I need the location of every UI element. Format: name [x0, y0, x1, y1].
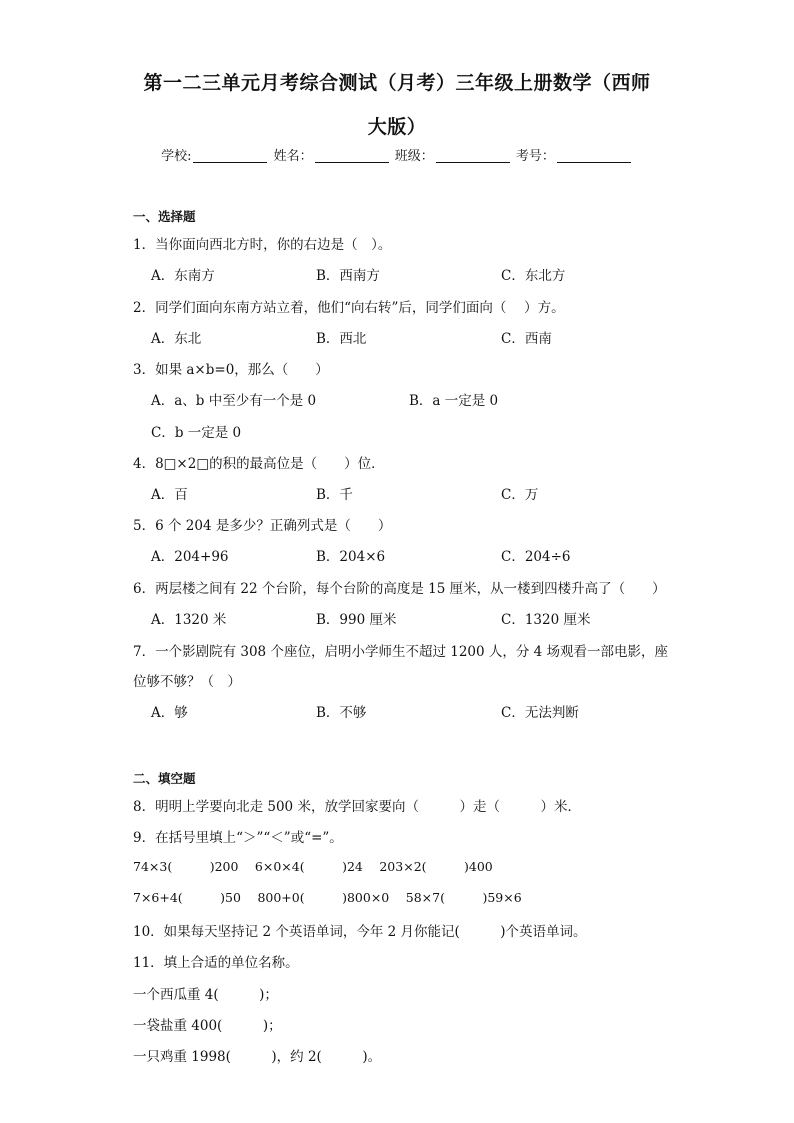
class-blank[interactable]	[436, 148, 510, 163]
q7-option-b: B．不够	[316, 705, 367, 721]
q2-option-c: C．西南	[501, 331, 552, 347]
page-title: 第一二三单元月考综合测试（月考）三年级上册数学（西师	[143, 72, 651, 94]
q3-option-b: B．a 一定是 0	[409, 393, 499, 409]
q2-option-a: A．东北	[151, 331, 202, 347]
q3-option-a: A．a、b 中至少有一个是 0	[151, 393, 317, 409]
question-6: 6．两层楼之间有 22 个台阶，每个台阶的高度是 15 厘米，从一楼到四楼升高了（ ）	[133, 581, 666, 597]
school-blank[interactable]	[193, 148, 267, 163]
number-blank[interactable]	[557, 148, 631, 163]
q7-option-c: C．无法判断	[501, 705, 579, 721]
question-1: 1．当你面向西北方时，你的右边是（ ）。	[133, 237, 392, 253]
q11-item-c: 一只鸡重 1998( )，约 2( )。	[133, 1049, 382, 1065]
q4-option-a: A．百	[151, 487, 188, 503]
q9-row-2: 7×6+4( )50 800+0( )800×0 58×7( )59×6	[133, 890, 522, 905]
q6-option-b: B．990 厘米	[316, 612, 397, 628]
question-10: 10．如果每天坚持记 2 个英语单词，今年 2 月你能记( )个英语单词。	[133, 924, 587, 940]
q2-option-b: B．西北	[316, 331, 367, 347]
q5-option-c: C．204÷6	[501, 549, 571, 565]
q1-option-a: A．东南方	[151, 268, 215, 284]
question-7-continued: 位够不够？（ ）	[133, 674, 241, 690]
q4-option-c: C．万	[501, 487, 539, 503]
question-5: 5．6 个 204 是多少？正确列式是（ ）	[133, 518, 392, 534]
number-label: 考号：	[515, 149, 555, 164]
q7-option-a: A．够	[151, 705, 188, 721]
q11-item-a: 一个西瓜重 4( )；	[133, 987, 278, 1003]
q11-item-b: 一袋盐重 400( )；	[133, 1018, 282, 1034]
student-info-line	[0, 145, 794, 164]
q3-option-c: C．b 一定是 0	[151, 425, 242, 441]
school-label: 学校:	[161, 149, 192, 164]
q1-option-c: C．东北方	[501, 268, 566, 284]
question-11: 11．填上合适的单位名称。	[133, 955, 299, 971]
question-7: 7．一个影剧院有 308 个座位，启明小学师生不超过 1200 人，分 4 场观看一部电影，座	[133, 644, 669, 660]
q1-option-b: B．西南方	[316, 268, 380, 284]
q6-option-c: C．1320 厘米	[501, 612, 591, 628]
name-label: 姓名：	[273, 149, 313, 164]
section-heading-fill: 二、填空题	[133, 771, 196, 786]
class-label: 班级：	[394, 149, 434, 164]
page-title-continued: 大版）	[367, 116, 427, 138]
question-3: 3．如果 a×b=0，那么（ ）	[133, 362, 329, 378]
q6-option-a: A．1320 米	[151, 612, 227, 628]
question-2: 2．同学们面向东南方站立着，他们“向右转”后，同学们面向（ ）方。	[133, 300, 565, 316]
q9-row-1: 74×3( )200 6×0×4( )24 203×2( )400	[133, 859, 493, 874]
q5-option-b: B．204×6	[316, 549, 386, 565]
section-heading-choice: 一、选择题	[133, 209, 196, 224]
question-9: 9．在括号里填上“＞”“＜”或“=”。	[133, 830, 343, 846]
q4-option-b: B．千	[316, 487, 353, 503]
question-4: 4．8□×2□的积的最高位是（ ）位．	[133, 456, 385, 472]
question-8: 8．明明上学要向北走 500 米，放学回家要向（ ）走（ ）米．	[133, 799, 581, 815]
q5-option-a: A．204+96	[151, 549, 229, 565]
name-blank[interactable]	[315, 148, 389, 163]
